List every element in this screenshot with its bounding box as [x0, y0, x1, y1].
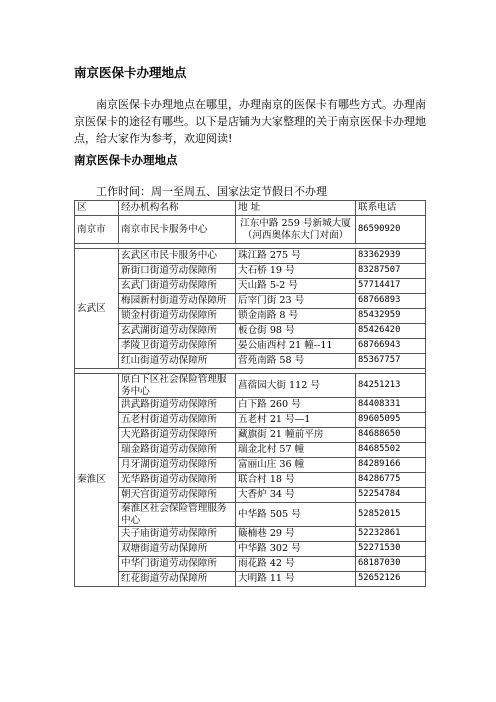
office-phone: 85426420 — [356, 324, 426, 339]
district-cell: 秦淮区 — [75, 374, 119, 587]
table-row — [75, 374, 426, 398]
office-phone: 84408331 — [356, 398, 426, 413]
table-row — [75, 443, 426, 458]
office-address: 五老村 21 号—1 — [236, 413, 356, 428]
xuanwu-group — [75, 249, 426, 369]
office-phone: 52271530 — [356, 542, 426, 557]
office-address: 联合村 18 号 — [236, 473, 356, 488]
header-phone: 联系电话 — [356, 201, 426, 216]
office-phone: 84251213 — [356, 374, 426, 398]
office-name: 月牙湖街道劳动保障所 — [119, 458, 236, 473]
office-phone: 83287507 — [356, 264, 426, 279]
table-row — [75, 249, 426, 264]
table-row — [75, 572, 426, 587]
header-name: 经办机构名称 — [119, 201, 236, 216]
office-name: 梅园新村街道劳动保障所 — [119, 294, 236, 309]
office-address: 板仓街 98 号 — [236, 324, 356, 339]
office-address: 天山路 5-2 号 — [236, 279, 356, 294]
office-address: 大香炉 34 号 — [236, 488, 356, 503]
office-phone: 52232861 — [356, 527, 426, 542]
office-name: 秦淮区社会保险管理服务中心 — [119, 503, 236, 527]
table-row — [75, 398, 426, 413]
office-phone: 68187030 — [356, 557, 426, 572]
office-name: 大光路街道劳动保障所 — [119, 428, 236, 443]
office-name: 洪武路街道劳动保障所 — [119, 398, 236, 413]
office-name: 原白下区社会保险管理服务中心 — [119, 374, 236, 398]
office-address: 珠江路 275 号 — [236, 249, 356, 264]
office-name: 夫子庙街道劳动保障所 — [119, 527, 236, 542]
office-name: 朝天宫街道劳动保障所 — [119, 488, 236, 503]
office-phone: 84685502 — [356, 443, 426, 458]
table-row — [75, 413, 426, 428]
table-row — [75, 354, 426, 369]
table-row — [75, 488, 426, 503]
table-row — [75, 309, 426, 324]
office-address: 簸楠巷 29 号 — [236, 527, 356, 542]
table-row — [75, 339, 426, 354]
office-address: 藏旗街 21 幢前平房 — [236, 428, 356, 443]
office-phone: 57714417 — [356, 279, 426, 294]
office-address: 大石桥 19 号 — [236, 264, 356, 279]
office-name: 玄武区市民卡服务中心 — [119, 249, 236, 264]
table-row — [75, 216, 426, 244]
table-header-row — [75, 201, 426, 216]
table-row — [75, 557, 426, 572]
office-address: 江东中路 259 号新城大厦（河西奥体东大门对面） — [236, 216, 356, 244]
section-title: 南京医保卡办理地点 — [74, 153, 178, 167]
office-phone: 85367757 — [356, 354, 426, 369]
table-row — [75, 428, 426, 443]
intro-paragraph: 南京医保卡办理地点在哪里，办理南京的医保卡有哪些方式。办理南京医保卡的途径有哪些。以下是店铺为大家整理的关于南京医保卡办理地点，给大家作为参考，欢迎阅读! — [74, 98, 426, 145]
office-address: 后宰门街 23 号 — [236, 294, 356, 309]
office-phone: 89605095 — [356, 413, 426, 428]
office-phone: 68766943 — [356, 339, 426, 354]
office-address: 大明路 11 号 — [236, 572, 356, 587]
office-name: 红山街道劳动保障所 — [119, 354, 236, 369]
office-address: 中华路 302 号 — [236, 542, 356, 557]
office-address: 晏公庙西村 21 幢--11 — [236, 339, 356, 354]
office-name: 玄武湖街道劳动保障所 — [119, 324, 236, 339]
office-phone: 52652126 — [356, 572, 426, 587]
header-district: 区 — [75, 201, 119, 216]
office-phone: 83362939 — [356, 249, 426, 264]
qinhuai-group — [75, 374, 426, 587]
office-phone: 84286775 — [356, 473, 426, 488]
table-row — [75, 264, 426, 279]
office-phone: 68766893 — [356, 294, 426, 309]
table-row — [75, 458, 426, 473]
district-cell: 南京市 — [75, 216, 119, 244]
office-address: 中华路 505 号 — [236, 503, 356, 527]
table-row — [75, 527, 426, 542]
office-name: 光华路街道劳动保障所 — [119, 473, 236, 488]
office-phone: 84289166 — [356, 458, 426, 473]
table-row — [75, 294, 426, 309]
office-name: 瑞金路街道劳动保障所 — [119, 443, 236, 458]
office-name: 红花街道劳动保障所 — [119, 572, 236, 587]
office-phone: 52254784 — [356, 488, 426, 503]
office-name: 锁金村街道劳动保障所 — [119, 309, 236, 324]
office-name: 五老村街道劳动保障所 — [119, 413, 236, 428]
office-name: 南京市民卡服务中心 — [119, 216, 236, 244]
office-address: 白下路 260 号 — [236, 398, 356, 413]
table-row — [75, 279, 426, 294]
office-phone: 86590920 — [356, 216, 426, 244]
office-phone: 85432959 — [356, 309, 426, 324]
office-address: 菖蓿园大街 112 号 — [236, 374, 356, 398]
office-phone: 84688650 — [356, 428, 426, 443]
office-name: 双塘街道劳动保障所 — [119, 542, 236, 557]
table-row — [75, 473, 426, 488]
office-address: 营苑南路 58 号 — [236, 354, 356, 369]
table-row — [75, 542, 426, 557]
header-address: 地 址 — [236, 201, 356, 216]
working-hours: 工作时间：周一至周五、国家法定节假日不办理 — [96, 185, 327, 198]
office-address: 瑞金北村 57 幢 — [236, 443, 356, 458]
table-row — [75, 324, 426, 339]
office-name: 孝陵卫街道劳动保障所 — [119, 339, 236, 354]
district-cell: 玄武区 — [75, 249, 119, 369]
office-phone: 52852015 — [356, 503, 426, 527]
office-name: 玄武门街道劳动保障所 — [119, 279, 236, 294]
table-row — [75, 503, 426, 527]
page-title: 南京医保卡办理地点 — [74, 65, 187, 80]
office-address: 富丽山庄 36 幢 — [236, 458, 356, 473]
office-table — [74, 200, 426, 587]
office-name: 中华门街道劳动保障所 — [119, 557, 236, 572]
office-address: 锁金南路 8 号 — [236, 309, 356, 324]
office-name: 新街口街道劳动保障所 — [119, 264, 236, 279]
office-address: 雨花路 42 号 — [236, 557, 356, 572]
